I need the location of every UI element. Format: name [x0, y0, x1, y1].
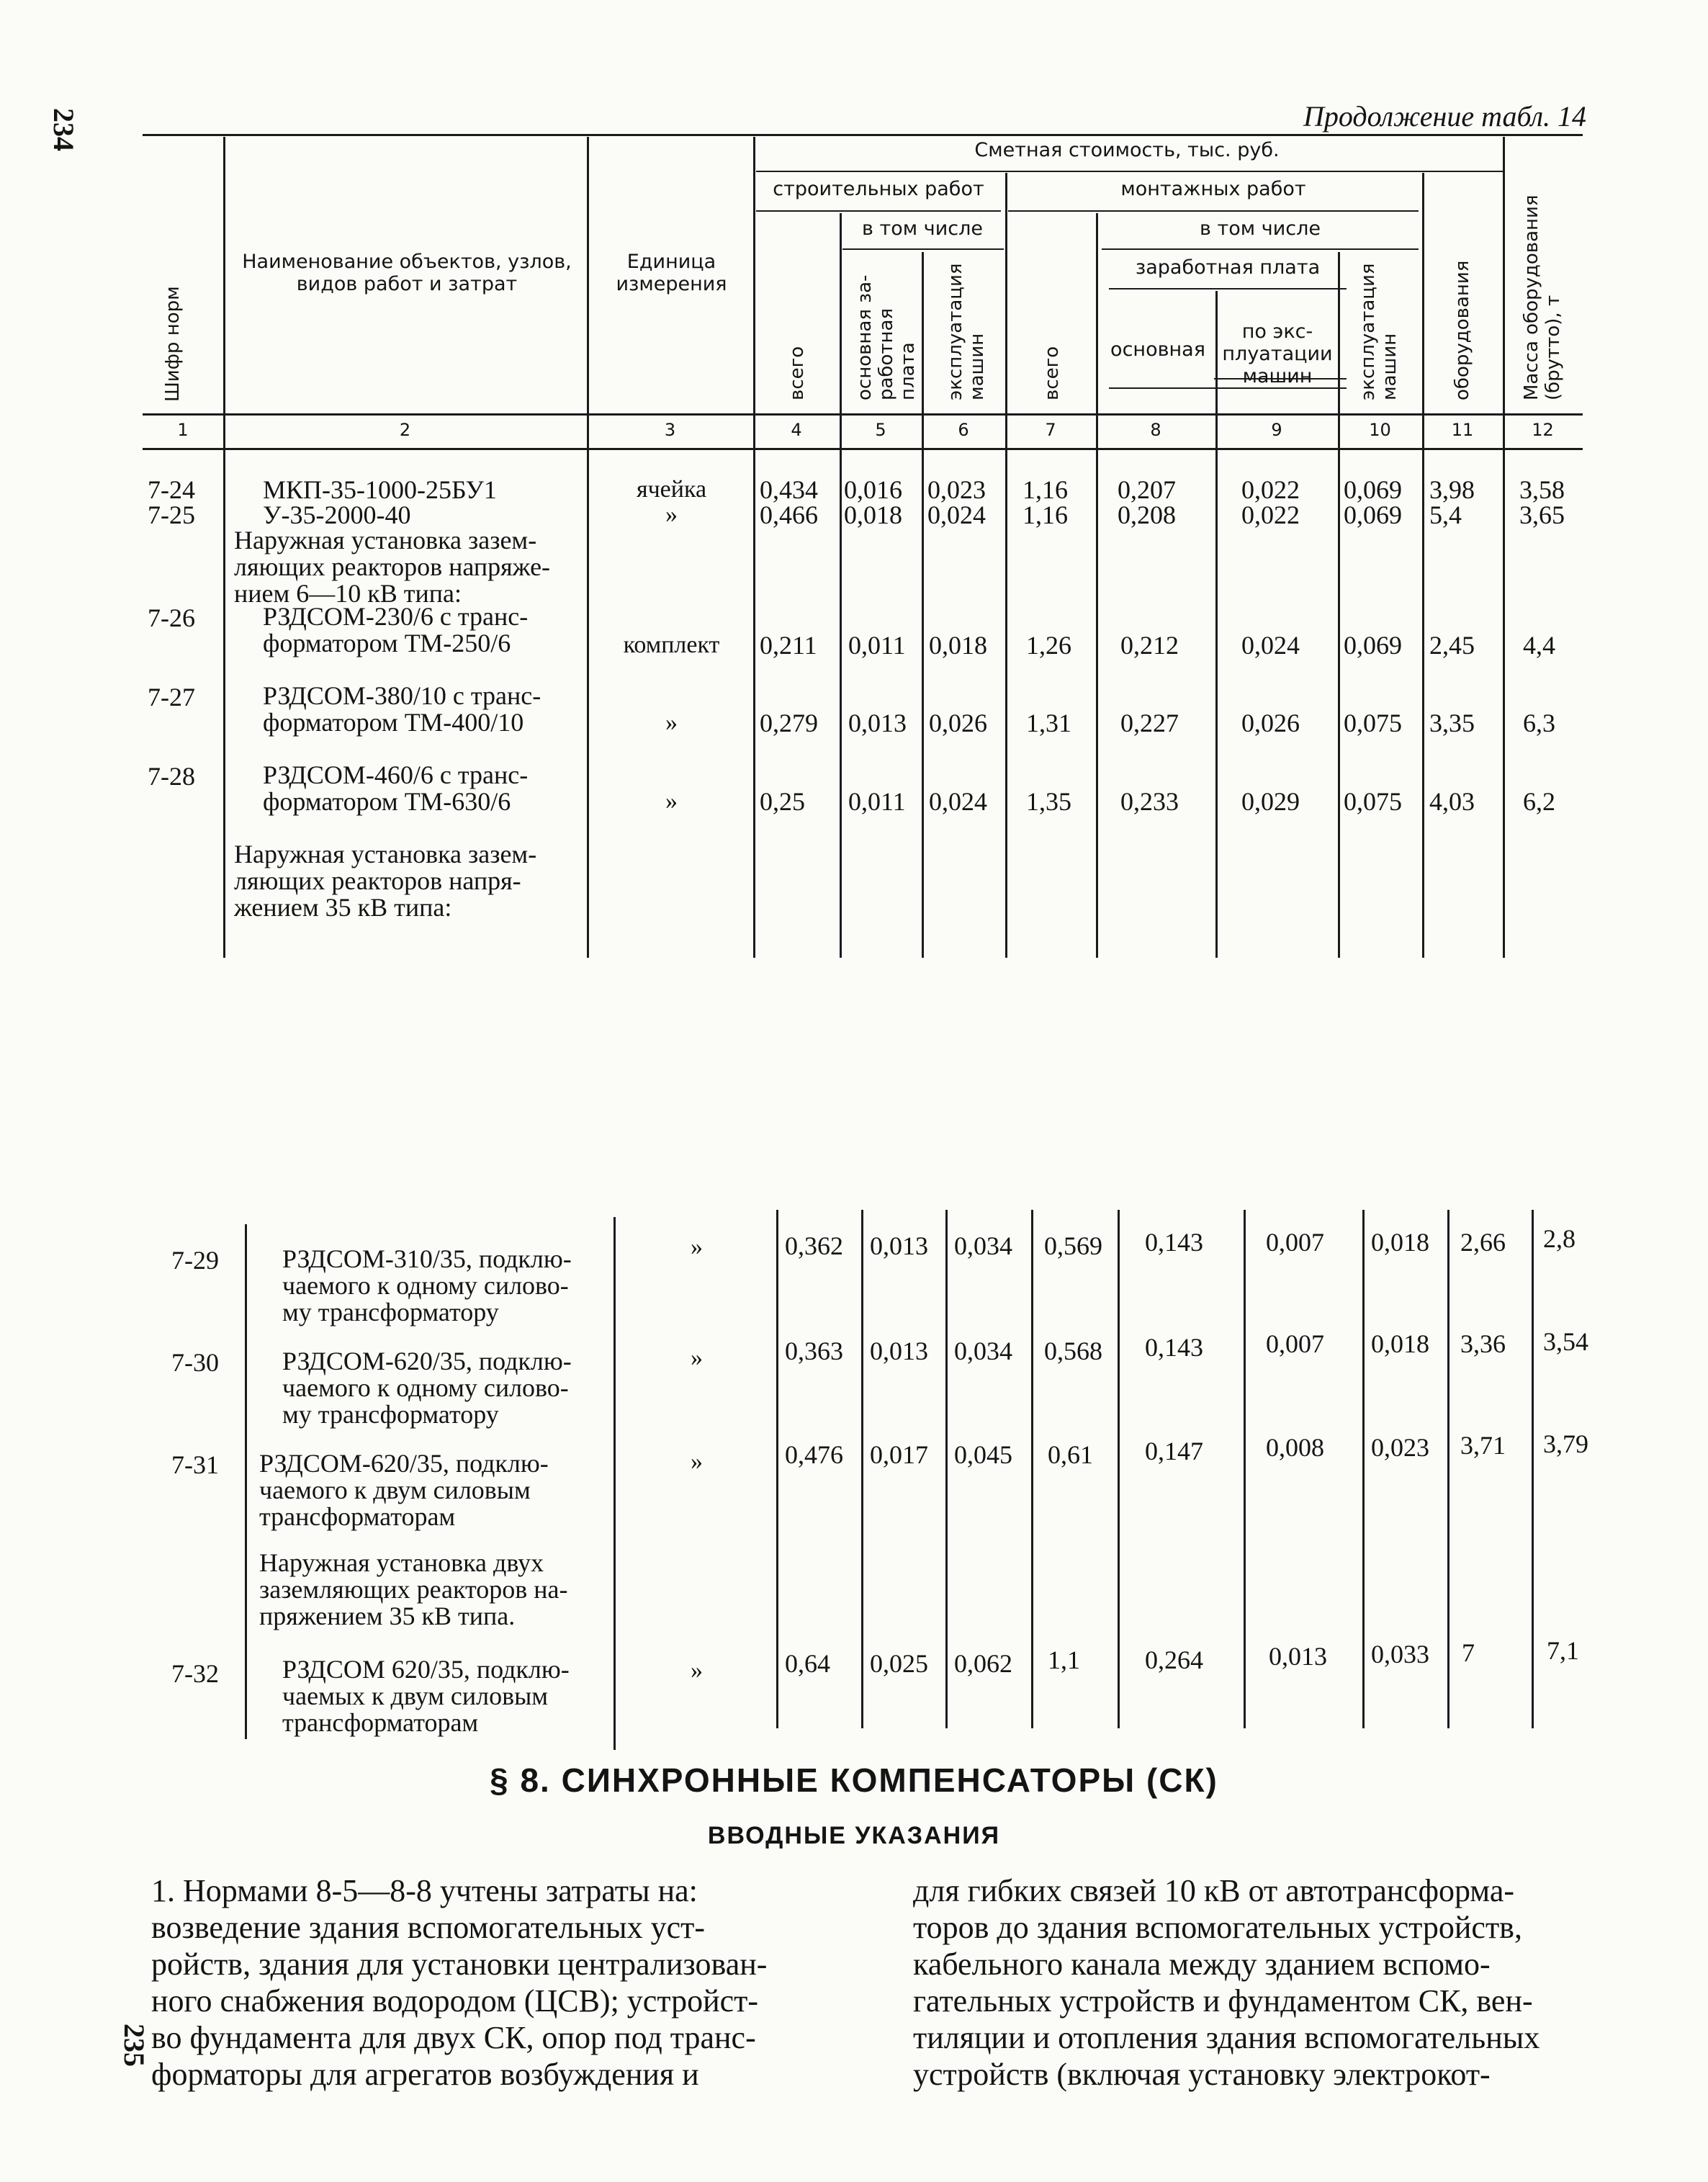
- header-basic: основная: [1110, 338, 1205, 361]
- group-heading: Наружная установка зазем- ляющих реакторов напря- жением 35 кВ типа:: [234, 840, 537, 922]
- paragraph-left-column: 1. Нормами 8-5—8-8 учтены затраты на: возведение здания вспомогательных уст- ройств, здания для установки централизован- ного снабжения водородом (ЦСВ); устройст- во фундамента для двух СК, опор под транс- форматоры для агрегатов возбуждения и: [151, 1873, 768, 2092]
- header-including-construction: в том числе: [862, 217, 983, 240]
- header-machine-operation-construction: эксплуатация машин: [945, 263, 988, 400]
- header-unit: Единица измерения: [616, 251, 727, 295]
- header-total-construction: всего: [786, 346, 808, 400]
- paragraph-right-column: для гибких связей 10 кВ от автотрансформа- торов до здания вспомогательных устройств, кабельного канала между зданием вспомо- гательных устройств и фундаментом СК, вен- тиляции и отопления здания вспомогательных устройств (включая установку электрокот-: [913, 1873, 1540, 2092]
- header-equipment: оборудования: [1452, 260, 1473, 400]
- table-continuation: Продолжение табл. 14: [1303, 100, 1587, 133]
- left-page-number: 234: [48, 108, 80, 151]
- header-estimate: Сметная стоимость, тыс. руб.: [974, 139, 1280, 161]
- header-total-installation: всего: [1041, 346, 1063, 400]
- header-basic-wage-construction: основная за-работная плата: [854, 274, 919, 400]
- group-heading: Наружная установка двух заземляющих реакторов на- пряжением 35 кВ типа.: [259, 1548, 568, 1630]
- header-mass: Масса оборудования (брутто), т: [1521, 194, 1564, 400]
- group-heading: Наружная установка зазем- ляющих реакторов напряже- нием 6—10 кВ типа:: [234, 526, 551, 608]
- header-installation: монтажных работ: [1120, 178, 1306, 200]
- header-code: Шифр норм: [162, 286, 184, 402]
- header-machine-operation-installation: эксплуатация машин: [1357, 263, 1401, 400]
- header-construction: строительных работ: [773, 178, 984, 200]
- section-title: § 8. СИНХРОННЫЕ КОМПЕНСАТОРЫ (СК): [490, 1761, 1218, 1799]
- section-subtitle: ВВОДНЫЕ УКАЗАНИЯ: [707, 1822, 1001, 1849]
- right-page-number: 235: [118, 2024, 150, 2067]
- header-machine-op-wage: по экс-плуатации машин: [1222, 320, 1333, 387]
- header-name: Наименование объектов, узлов, видов работ и затрат: [242, 251, 572, 295]
- header-including-installation: в том числе: [1200, 217, 1321, 240]
- header-wages: заработная плата: [1135, 256, 1321, 279]
